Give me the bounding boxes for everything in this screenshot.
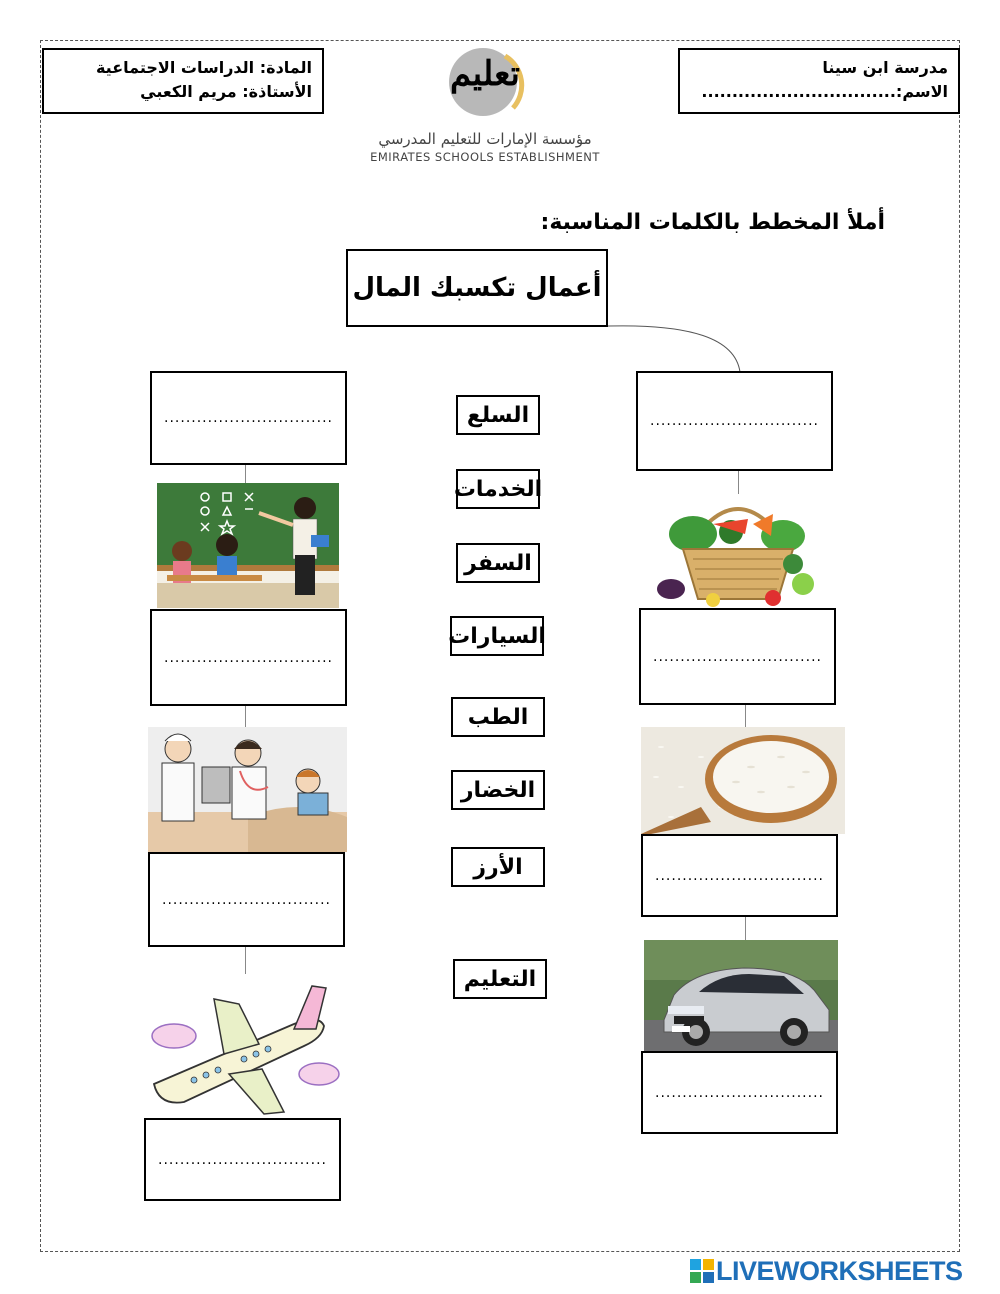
- rice-image: [641, 727, 845, 834]
- answer-box-right-4[interactable]: ...............................: [641, 1051, 838, 1134]
- vegetables-icon: [653, 494, 822, 607]
- logo-english-text: EMIRATES SCHOOLS ESTABLISHMENT: [370, 150, 600, 164]
- instruction-text: أملأ المخطط بالكلمات المناسبة:: [540, 210, 885, 235]
- school-name: مدرسة ابن سينا: [822, 58, 948, 77]
- subject-label: المادة: الدراسات الاجتماعية: [95, 58, 312, 77]
- classroom-icon: [157, 483, 339, 608]
- connector-line: [245, 705, 246, 727]
- word-bank-item[interactable]: السلع: [456, 395, 540, 435]
- footer-brand-text: LIVEWORKSHEETS: [716, 1255, 963, 1286]
- doctor-icon: [148, 727, 347, 852]
- logo-word: تعليم: [449, 54, 520, 94]
- diagram-title-box: [346, 249, 608, 327]
- answer-box-right-2[interactable]: ...............................: [639, 608, 836, 705]
- vegetable-basket-image: [653, 494, 822, 607]
- rice-icon: [641, 727, 845, 834]
- answer-box-left-1[interactable]: ...............................: [150, 371, 347, 465]
- connector-line: [745, 916, 746, 940]
- connector-line: [745, 704, 746, 727]
- answer-box-left-2[interactable]: ...............................: [150, 609, 347, 706]
- word-bank-item[interactable]: الأرز: [451, 847, 545, 887]
- car-image: [644, 940, 838, 1051]
- airplane-image: [144, 974, 344, 1118]
- answer-box-left-3[interactable]: ...............................: [148, 852, 345, 947]
- connector-line: [245, 464, 246, 484]
- answer-box-right-1[interactable]: ...............................: [636, 371, 833, 471]
- school-info-box: [678, 48, 960, 114]
- word-bank-item[interactable]: الخدمات: [456, 469, 540, 509]
- diagram-title: أعمال تكسبك المال: [352, 273, 602, 303]
- car-icon: [644, 940, 838, 1051]
- word-bank-item[interactable]: التعليم: [453, 959, 547, 999]
- connector-line: [738, 470, 739, 494]
- teacher-label: الأستاذة: مريم الكعبي: [140, 82, 312, 101]
- word-bank-item[interactable]: السيارات: [450, 616, 544, 656]
- connector-line: [245, 945, 246, 974]
- airplane-icon: [144, 974, 344, 1118]
- word-bank-item[interactable]: السفر: [456, 543, 540, 583]
- word-bank-item[interactable]: الطب: [451, 697, 545, 737]
- word-bank-item[interactable]: الخضار: [451, 770, 545, 810]
- ese-logo: [355, 42, 615, 167]
- footer-brand: [690, 1256, 990, 1286]
- doctor-image: [148, 727, 347, 852]
- logo-arabic-text: مؤسسة الإمارات للتعليم المدرسي: [378, 130, 592, 148]
- answer-box-left-4[interactable]: ...............................: [144, 1118, 341, 1201]
- liveworksheets-logo-icon: [690, 1259, 714, 1283]
- classroom-teacher-image: [157, 483, 339, 608]
- student-name-field[interactable]: الاسم:................................: [701, 82, 948, 101]
- answer-box-right-3[interactable]: ...............................: [641, 834, 838, 917]
- subject-info-box: [42, 48, 324, 114]
